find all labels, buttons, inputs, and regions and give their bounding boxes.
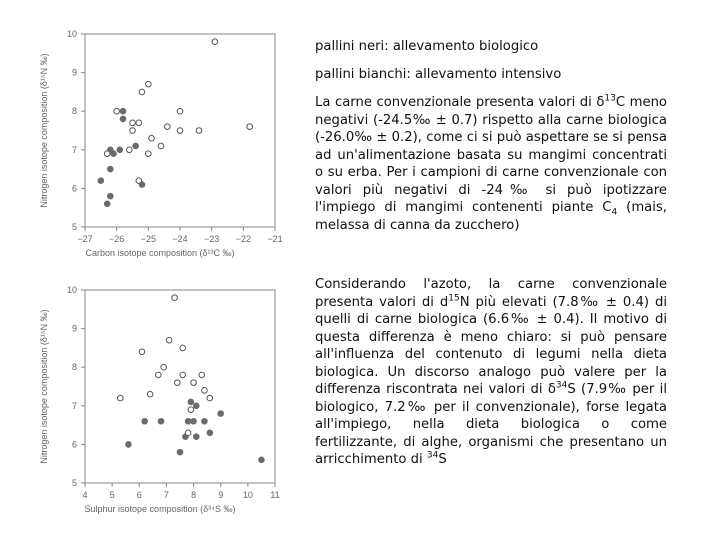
sulphur-chart-point-organic xyxy=(259,457,265,463)
carbon-chart-point-conventional xyxy=(247,124,253,130)
carbon-chart-point-conventional xyxy=(130,120,136,126)
carbon-chart-y-tick-label: 8 xyxy=(71,106,77,117)
carbon-chart-x-tick-label: −22 xyxy=(235,234,251,244)
sulphur-chart-point-conventional xyxy=(161,364,167,370)
sulphur-chart-point-organic xyxy=(202,418,208,424)
carbon-chart-point-conventional xyxy=(104,151,110,157)
sulphur-chart-point-organic xyxy=(191,418,197,424)
carbon-chart-point-conventional xyxy=(158,143,164,149)
sulphur-nitrogen-scatter-svg xyxy=(30,278,305,518)
sulphur-chart-point-conventional xyxy=(180,345,186,351)
sulphur-chart-x-tick-label: 11 xyxy=(270,490,280,500)
legend-black-dots: pallini neri: allevamento biologico xyxy=(315,39,539,54)
sulphur-chart-y-tick-label: 5 xyxy=(71,478,77,488)
carbon-chart-y-axis-label: Nitrogen isotope composition (δ¹⁵N ‰) xyxy=(39,53,49,208)
sulphur-chart-point-conventional xyxy=(191,380,197,386)
sulphur-chart-point-organic xyxy=(126,442,132,448)
sulphur-chart-point-conventional xyxy=(180,372,186,378)
carbon-chart-y-tick-label: 9 xyxy=(71,67,77,78)
carbon-chart-point-conventional xyxy=(146,81,152,87)
carbon-chart-y-tick-label: 10 xyxy=(66,29,77,39)
carbon-chart-point-organic xyxy=(108,193,114,199)
sulphur-chart-point-organic xyxy=(142,418,148,424)
carbon-chart-point-conventional xyxy=(212,39,218,45)
sulphur-chart-point-organic xyxy=(188,399,194,405)
carbon-chart-point-conventional xyxy=(114,108,120,114)
legend-white-dots: pallini bianchi: allevamento intensivo xyxy=(315,67,562,82)
carbon-chart-point-organic xyxy=(98,178,104,184)
sulphur-chart-y-tick-label: 8 xyxy=(71,362,77,373)
sulphur-chart-x-tick-label: 6 xyxy=(136,490,142,500)
sulphur-chart-point-organic xyxy=(158,418,164,424)
sulphur-chart-y-tick-label: 6 xyxy=(71,439,77,450)
carbon-chart-point-conventional xyxy=(196,128,202,134)
sulphur-chart-y-axis-label: Nitrogen isotope composition (δ¹⁵N ‰) xyxy=(39,309,49,464)
carbon-chart-point-organic xyxy=(108,166,114,172)
carbon-chart-point-conventional xyxy=(146,151,152,157)
sulphur-chart-point-conventional xyxy=(188,407,194,413)
sulphur-chart-point-conventional xyxy=(166,337,172,343)
carbon-chart-point-organic xyxy=(120,116,126,122)
sulphur-chart-point-conventional xyxy=(147,391,153,397)
carbon-chart-y-tick-label: 6 xyxy=(71,183,77,194)
sulphur-chart-y-tick-label: 9 xyxy=(71,323,77,334)
sulphur-chart-point-conventional xyxy=(207,395,213,401)
sulphur-chart-point-conventional xyxy=(174,380,180,386)
sulphur-chart-x-tick-label: 8 xyxy=(191,490,197,500)
carbon-chart-point-conventional xyxy=(139,89,145,95)
sulphur-chart-x-tick-label: 4 xyxy=(82,490,88,500)
sulphur-chart-point-organic xyxy=(185,418,191,424)
carbon-chart-point-organic xyxy=(120,108,126,114)
carbon-chart-point-conventional xyxy=(136,178,142,184)
carbon-chart-x-tick-label: −23 xyxy=(204,234,220,244)
sulphur-chart-x-axis-label: Sulphur isotope composition (δ³⁴S ‰) xyxy=(84,504,236,514)
sulphur-chart-point-organic xyxy=(207,430,213,436)
nitrogen-paragraph: Considerando l'azoto, la carne convenzionale presenta valori di $d^{15}N$ più elevati (7.8‰ ± 0.4) di quelli di carne biologica (6.6‰ ± 0.4). Il motivo di questa differenza è meno chiaro: si può pensare all'influenza del contenuto di legumi nella dieta biologica. Un discorso analogo può valere per la differenza riscontrata nei valori di $\delta^{34}S$ (7.9‰ per il biologico, 7.2‰ per il convenzionale), forse legata all'impiego, nella dieta biologica o come fertilizzante, di alghe, organismi che presentano un arricchimento di $^{34}$S xyxy=(315,277,667,467)
carbon-chart-point-conventional xyxy=(177,108,183,114)
carbon-chart-x-tick-label: −21 xyxy=(267,234,283,244)
sulphur-chart-point-conventional xyxy=(139,349,145,355)
sulphur-chart-y-tick-label: 10 xyxy=(66,285,77,295)
carbon-chart-point-conventional xyxy=(149,135,155,141)
carbon-chart-point-conventional xyxy=(127,147,133,153)
carbon-chart-point-organic xyxy=(117,147,123,153)
sulphur-chart-point-organic xyxy=(193,403,199,409)
sulphur-chart-point-conventional xyxy=(117,395,123,401)
sulphur-chart-point-conventional xyxy=(199,372,205,378)
carbon-chart-point-conventional xyxy=(136,120,142,126)
sulphur-chart-x-tick-label: 5 xyxy=(109,490,115,500)
sulphur-chart-point-organic xyxy=(177,449,183,455)
sulphur-chart-y-tick-label: 7 xyxy=(71,400,77,411)
carbon-chart-x-axis-label: Carbon isotope composition (δ¹³C ‰) xyxy=(85,248,235,258)
carbon-nitrogen-scatter-chart xyxy=(30,22,305,262)
sulphur-chart-point-conventional xyxy=(202,388,208,394)
carbon-chart-point-organic xyxy=(104,201,110,207)
carbon-paragraph: La carne convenzionale presenta valori di $\delta^{13}C$ meno negativi (-24.5‰ ± 0.7) rispetto alla carne biologica (-26.0‰ ± 0.2), come ci si può aspettare se si pensa ad un'alimentazione basata su mangimi concentrati o su erba. Per i campioni di carne convenzionale con valori più negativi di -24‰ si può ipotizzare l'impiego di mangimi contenenti piante $C_4$ (mais, melassa di canna da zucchero) xyxy=(315,93,667,233)
carbon-chart-point-conventional xyxy=(130,128,136,134)
carbon-chart-point-organic xyxy=(133,143,139,149)
sulphur-chart-point-organic xyxy=(193,434,199,440)
carbon-chart-x-tick-label: −26 xyxy=(109,234,125,244)
carbon-nitrogen-scatter-svg xyxy=(30,22,305,262)
sulphur-chart-point-conventional xyxy=(172,295,178,301)
carbon-chart-x-tick-label: −25 xyxy=(140,234,156,244)
carbon-chart-x-tick-label: −24 xyxy=(172,234,188,244)
carbon-chart-point-conventional xyxy=(177,128,183,134)
sulphur-chart-x-tick-label: 10 xyxy=(242,490,253,500)
sulphur-chart-point-organic xyxy=(218,411,224,417)
sulphur-chart-x-tick-label: 9 xyxy=(218,490,224,500)
carbon-chart-point-conventional xyxy=(165,124,171,130)
carbon-chart-x-tick-label: −27 xyxy=(77,234,93,244)
carbon-chart-y-tick-label: 7 xyxy=(71,144,77,155)
sulphur-chart-x-tick-label: 7 xyxy=(163,490,169,500)
sulphur-chart-point-conventional xyxy=(155,372,161,378)
sulphur-chart-point-conventional xyxy=(185,430,191,436)
carbon-chart-y-tick-label: 5 xyxy=(71,222,77,232)
sulphur-nitrogen-scatter-chart xyxy=(30,278,305,518)
